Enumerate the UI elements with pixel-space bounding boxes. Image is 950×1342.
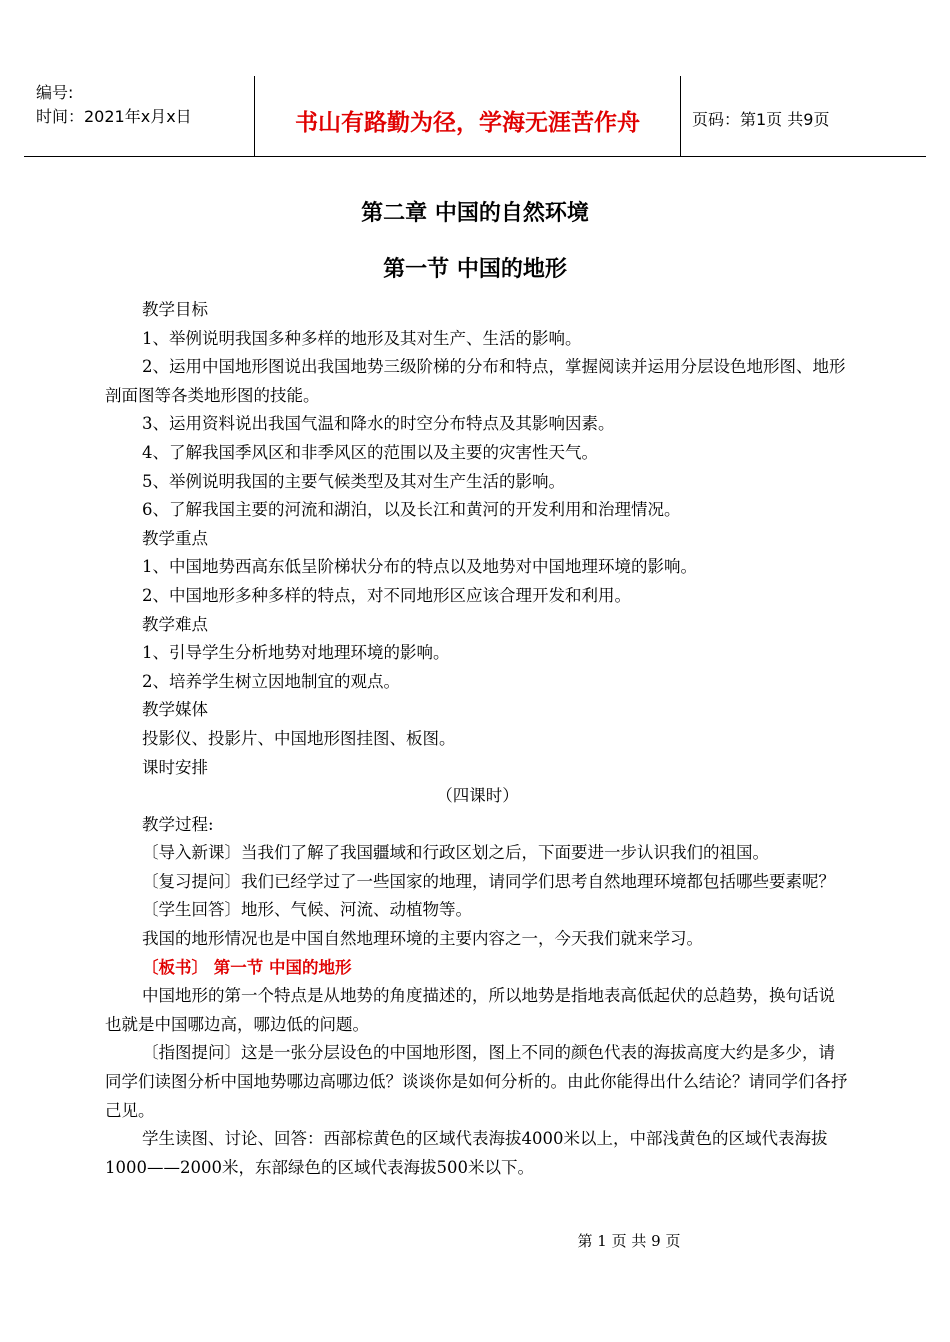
time-label: 时间：2021年x月x日 [36, 107, 192, 126]
paragraph: 中国地形的第一个特点是从地势的角度描述的，所以地势是指地表高低起伏的总趋势，换句话说也就是中国哪边高，哪边低的问题。 [105, 986, 835, 1034]
paragraph: 2、培养学生树立因地制宜的观点。 [142, 671, 400, 691]
paragraph: 1、引导学生分析地势对地理环境的影响。 [142, 643, 450, 663]
paragraph: 教学难点 [142, 614, 208, 634]
document-body [105, 296, 850, 1182]
paragraph: 课时安排 [142, 757, 208, 777]
paragraph: 〔复习提问〕我们已经学过了一些国家的地理，请同学们思考自然地理环境都包括哪些要素呢？ [142, 871, 835, 891]
header-info-cell [24, 76, 254, 156]
paragraph: 2、运用中国地形图说出我国地势三级阶梯的分布和特点，掌握阅读并运用分层设色地形图、地形剖面图等各类地形图的技能。 [105, 357, 846, 405]
paragraph: （四课时） [436, 786, 519, 806]
section-title: 第一节 中国的地形 [383, 257, 567, 282]
paragraph: 教学过程: [142, 814, 214, 834]
paragraph: 教学目标 [142, 300, 208, 319]
motto-text: 书山有路勤为径，学海无涯苦作舟 [295, 110, 640, 136]
paragraph: 投影仪、投影片、中国地形图挂图、板图。 [142, 728, 456, 748]
paragraph: 学生读图、讨论、回答：西部棕黄色的区域代表海拔4000米以上，中部浅黄色的区域代表海拔1000——2000米，东部绿色的区域代表海拔500米以下。 [105, 1129, 828, 1177]
paragraph: 4、了解我国季风区和非季风区的范围以及主要的灾害性天气。 [142, 442, 598, 462]
paragraph: 3、运用资料说出我国气温和降水的时空分布特点及其影响因素。 [142, 414, 615, 434]
header-table [24, 76, 926, 157]
header-motto-cell [254, 76, 681, 156]
paragraph: 5、举例说明我国的主要气候类型及其对生产生活的影响。 [142, 471, 565, 491]
paragraph: 〔导入新课〕当我们了解了我国疆域和行政区划之后，下面要进一步认识我们的祖国。 [142, 843, 769, 863]
paragraph: 6、了解我国主要的河流和湖泊，以及长江和黄河的开发利用和治理情况。 [142, 500, 681, 520]
paragraph: 教学重点 [142, 528, 208, 548]
paragraph: 〔指图提问〕这是一张分层设色的中国地形图，图上不同的颜色代表的海拔高度大约是多少，请同学们读图分析中国地势哪边高哪边低？谈谈你是如何分析的。由此你能得出什么结论？请同学们各抒己见。 [105, 1043, 848, 1120]
number-label: 编号: [36, 83, 74, 102]
page-footer: 第 1 页 共 9 页 [577, 1232, 681, 1250]
paragraph: 教学媒体 [142, 700, 208, 720]
chapter-title: 第二章 中国的自然环境 [361, 201, 589, 226]
header-page-cell [680, 76, 926, 156]
paragraph: 1、举例说明我国多种多样的地形及其对生产、生活的影响。 [142, 328, 582, 348]
paragraph: 〔学生回答〕地形、气候、河流、动植物等。 [142, 900, 472, 920]
page-label: 页码：第1页 共9页 [692, 110, 830, 129]
paragraph: 我国的地形情况也是中国自然地理环境的主要内容之一，今天我们就来学习。 [142, 929, 703, 949]
paragraph: 2、中国地形多种多样的特点，对不同地形区应该合理开发和利用。 [142, 585, 631, 605]
paragraph: 1、中国地势西高东低呈阶梯状分布的特点以及地势对中国地理环境的影响。 [142, 557, 697, 577]
paragraph: 〔板书〕 第一节 中国的地形 [142, 957, 352, 977]
